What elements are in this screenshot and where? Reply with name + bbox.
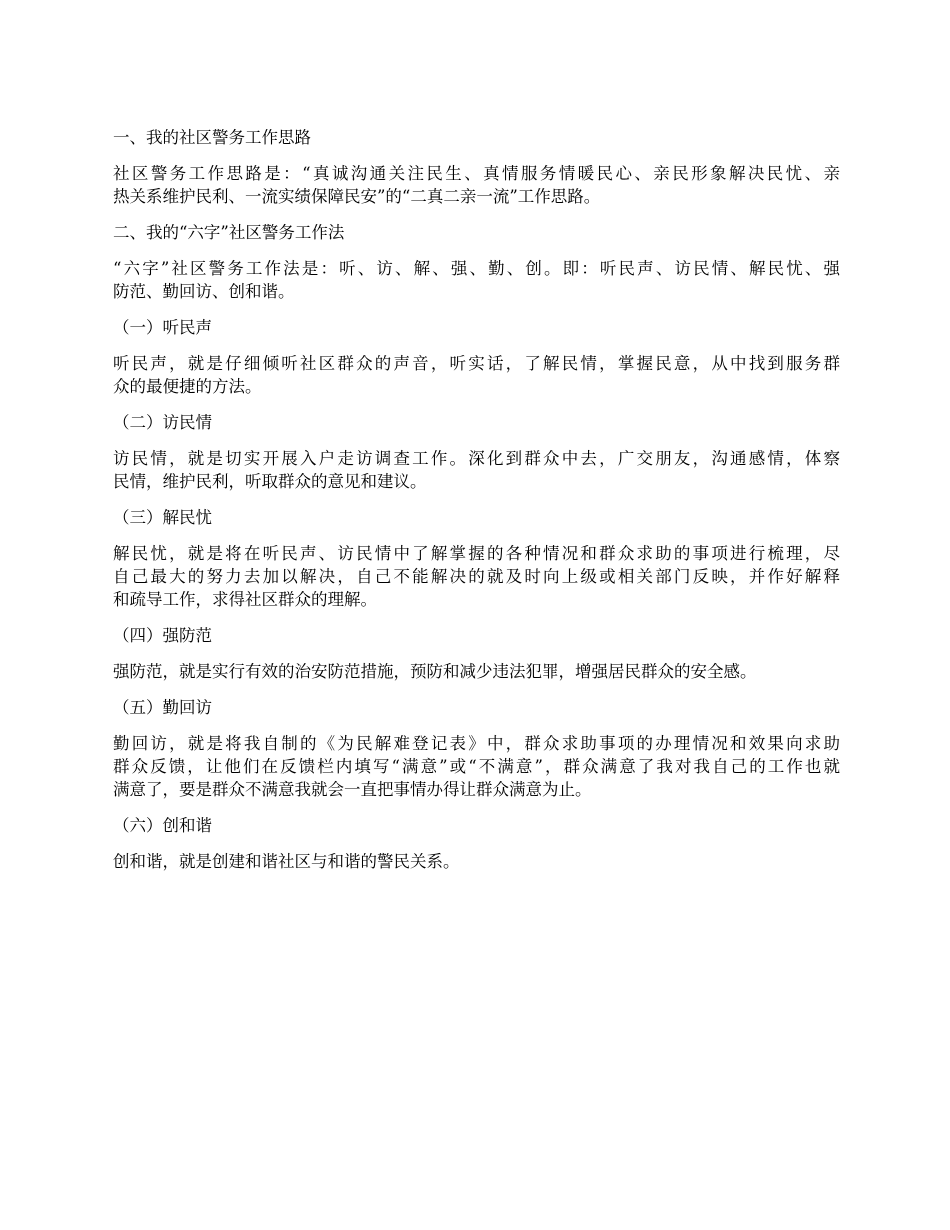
paragraph-line: 满意了，要是群众不满意我就会一直把事情办得让群众满意为止。: [113, 780, 592, 799]
paragraph: [113, 850, 840, 873]
subsection-heading: [113, 506, 840, 529]
heading-line: （一）听民声: [113, 318, 212, 337]
paragraph-line: 防范、勤回访、创和谐。: [113, 282, 295, 301]
heading-line: （六）创和谐: [113, 816, 212, 835]
heading-line: 二、我的“六字”社区警务工作法: [113, 223, 345, 242]
paragraph-line: 强防范，就是实行有效的治安防范措施，预防和减少违法犯罪，增强居民群众的安全感。: [113, 662, 757, 681]
paragraph-line: 民情，维护民利，听取群众的意见和建议。: [113, 472, 427, 491]
subsection-heading: [113, 411, 840, 434]
paragraph-line: “六字”社区警务工作法是：听、访、解、强、勤、创。即：听民声、访民情、解民忧、强: [113, 259, 840, 278]
paragraph: [113, 732, 840, 801]
paragraph-line: 自己最大的努力去加以解决，自己不能解决的就及时向上级或相关部门反映，并作好解释: [113, 567, 840, 586]
paragraph-line: 热关系维护民利、一流实绩保障民安”的“二真二亲一流”工作思路。: [113, 187, 601, 206]
heading-line: （二）访民情: [113, 413, 212, 432]
section-heading: [113, 126, 840, 149]
paragraph: [113, 352, 840, 398]
paragraph-line: 社区警务工作思路是：“真诚沟通关注民生、真情服务情暖民心、亲民形象解决民忧、亲: [113, 164, 840, 183]
paragraph-line: 群众反馈，让他们在反馈栏内填写“满意”或“不满意”，群众满意了我对我自己的工作也就: [113, 757, 840, 776]
heading-line: （五）勤回访: [113, 698, 212, 717]
subsection-heading: [113, 814, 840, 837]
document-body: [113, 126, 840, 886]
paragraph-line: 和疏导工作，求得社区群众的理解。: [113, 590, 377, 609]
heading-line: （四）强防范: [113, 626, 212, 645]
paragraph: [113, 660, 840, 683]
paragraph: [113, 162, 840, 208]
heading-line: （三）解民忧: [113, 508, 212, 527]
paragraph: [113, 447, 840, 493]
paragraph: [113, 257, 840, 303]
section-heading: [113, 221, 840, 244]
paragraph-line: 解民忧，就是将在听民声、访民情中了解掌握的各种情况和群众求助的事项进行梳理，尽: [113, 544, 840, 563]
paragraph-line: 众的最便捷的方法。: [113, 377, 262, 396]
paragraph: [113, 542, 840, 611]
paragraph-line: 访民情，就是切实开展入户走访调查工作。深化到群众中去，广交朋友，沟通感情，体察: [113, 449, 840, 468]
subsection-heading: [113, 624, 840, 647]
paragraph-line: 创和谐，就是创建和谐社区与和谐的警民关系。: [113, 852, 460, 871]
paragraph-line: 勤回访，就是将我自制的《为民解难登记表》中，群众求助事项的办理情况和效果向求助: [113, 734, 840, 753]
subsection-heading: [113, 696, 840, 719]
paragraph-line: 听民声，就是仔细倾听社区群众的声音，听实话，了解民情，掌握民意，从中找到服务群: [113, 354, 840, 373]
subsection-heading: [113, 316, 840, 339]
heading-line: 一、我的社区警务工作思路: [113, 128, 311, 147]
